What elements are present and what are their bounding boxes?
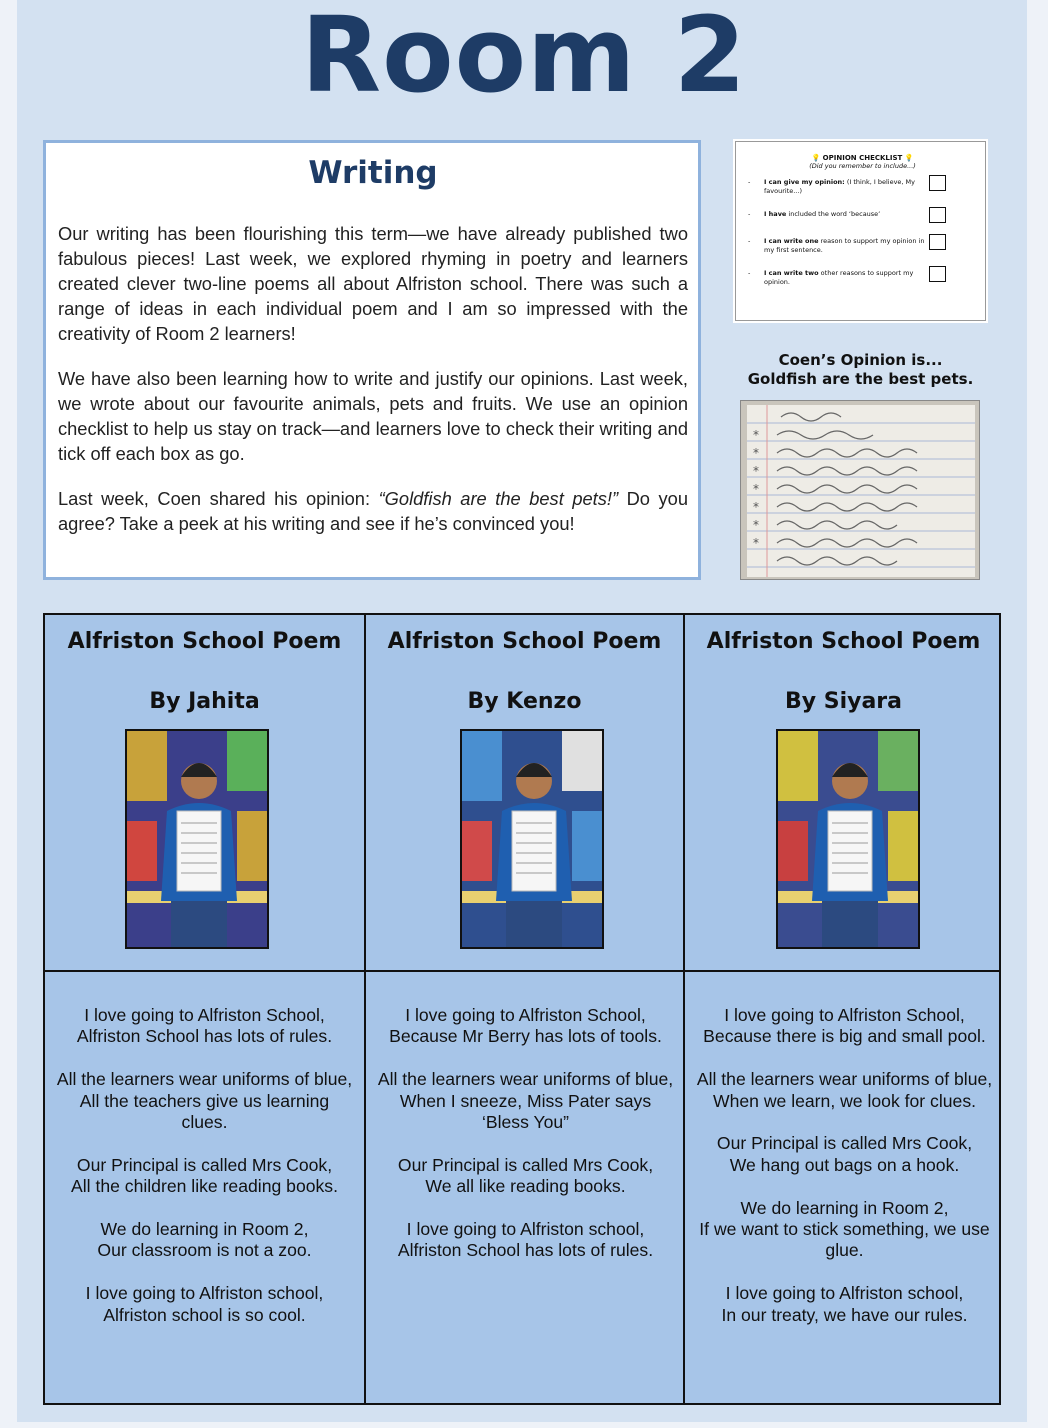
checklist-dash: - [748, 237, 751, 245]
checklist-subtitle: (Did you remember to include...) [809, 162, 916, 170]
checklist-title: 💡 OPINION CHECKLIST 💡 [811, 154, 914, 162]
checklist-item [748, 269, 977, 287]
coen-caption [735, 351, 986, 389]
checklist-item-text [764, 210, 929, 219]
svg-text:*: * [753, 536, 759, 550]
poem-text [55, 1005, 354, 1347]
poem-stanza: I love going to Alfriston school, Alfriston school is so cool. [85, 1283, 324, 1325]
coen-quote: “Goldfish are the best pets!” [378, 488, 619, 509]
svg-text:*: * [753, 500, 759, 514]
writing-paragraph-2: We have also been learning how to write and justify our opinions. Last week, we wrote about our favourite animals, pets and fruits. We use an opinion checklist to help us stay on track—and learners love to check their writing and tick off each box as go. [58, 368, 688, 464]
svg-text:*: * [753, 446, 759, 460]
checklist-item [748, 210, 977, 223]
svg-text:*: * [753, 482, 759, 496]
poem-stanza: I love going to Alfriston School, Because there is big and small pool. [703, 1005, 986, 1047]
coen-caption-line2: Goldfish are the best pets. [747, 370, 974, 388]
checklist-item-bold: I can write one [764, 237, 819, 245]
poem-column [45, 615, 364, 1403]
poem-text [695, 1005, 994, 1347]
poem-author: By Siyara [784, 689, 903, 714]
checklist-checkbox [929, 175, 946, 191]
coen-caption-line1: Coen’s Opinion is... [778, 351, 943, 369]
writing-paragraph-3 [58, 486, 688, 536]
poem-stanza: Our Principal is called Mrs Cook, All the children like reading books. [71, 1154, 338, 1197]
coen-writing-photo [740, 400, 980, 580]
poem-text [376, 1005, 675, 1283]
checklist-dash: - [748, 178, 751, 186]
checklist-item [748, 237, 977, 255]
handwriting-photo-illustration [741, 401, 980, 580]
checklist-item-rest: included the word ‘because’ [786, 210, 881, 218]
svg-text:*: * [753, 518, 759, 532]
poem-stanza: All the learners wear uniforms of blue, All the teachers give us learning clues. [56, 1069, 353, 1133]
poem-stanza: Our Principal is called Mrs Cook, We hang out bags on a hook. [716, 1133, 973, 1175]
checklist-item [748, 178, 977, 196]
poem-stanza: I love going to Alfriston School, Alfriston School has lots of rules. [76, 1005, 333, 1047]
checklist-checkbox [929, 266, 946, 282]
checklist-dash: - [748, 210, 751, 218]
p3-end: Do you agree? Take a peek at his writing and see if he’s convinced you! [58, 488, 688, 534]
checklist-item-rest: other reasons to support my opinion. [764, 269, 914, 286]
checklist-item-bold: I can write two [764, 269, 819, 277]
poem-column [364, 615, 683, 1403]
writing-section [43, 140, 701, 580]
checklist-checkbox [929, 234, 946, 250]
student-photo [460, 729, 604, 949]
poem-stanza: We do learning in Room 2, If we want to stick something, we use glue. [699, 1197, 990, 1261]
poem-stanza: I love going to Alfriston School, Because Mr Berry has lots of tools. [389, 1005, 662, 1047]
poem-author: By Jahita [149, 689, 260, 714]
poem-stanza: I love going to Alfriston school, In our treaty, we have our rules. [721, 1283, 968, 1325]
opinion-checklist [735, 141, 986, 321]
writing-heading: Writing [308, 155, 438, 191]
poem-stanza: All the learners wear uniforms of blue, When we learn, we look for clues. [696, 1069, 993, 1111]
page-title: Room 2 [301, 0, 747, 116]
poem-column [683, 615, 1002, 1403]
student-photo [125, 729, 269, 949]
checklist-item-text [764, 237, 929, 255]
student-photo [776, 729, 920, 949]
checklist-item-bold: I can give my opinion: [764, 178, 845, 186]
checklist-item-rest: (I think, I believe, My favourite...) [764, 178, 916, 195]
student-photo-illustration [462, 731, 602, 947]
poem-stanza: Our Principal is called Mrs Cook, We all like reading books. [397, 1154, 654, 1197]
poem-table [43, 613, 1001, 1405]
checklist-item-text [764, 178, 929, 196]
poem-author: By Kenzo [467, 689, 582, 714]
poem-title: Alfriston School Poem [706, 629, 981, 654]
writing-paragraph-1: Our writing has been flourishing this term—we have already published two fabulous pieces! Last week, we explored rhyming in poetry and learners created clever two-line poems all about Alfriston school. There was such a range of ideas in each individual poem and I am so impressed with the creativity of Room 2 learners! [58, 223, 688, 344]
svg-text:*: * [753, 428, 759, 442]
poem-stanza: I love going to Alfriston school, Alfriston School has lots of rules. [397, 1219, 654, 1261]
svg-text:*: * [753, 464, 759, 478]
checklist-item-bold: I have [764, 210, 787, 218]
checklist-dash: - [748, 269, 751, 277]
student-photo-illustration [778, 731, 918, 947]
p3-start: Last week, Coen shared his opinion: [58, 488, 379, 509]
checklist-checkbox [929, 207, 946, 223]
checklist-item-text [764, 269, 929, 287]
poem-title: Alfriston School Poem [387, 629, 662, 654]
poem-stanza: All the learners wear uniforms of blue, When I sneeze, Miss Pater says ‘Bless You” [377, 1069, 674, 1133]
poem-stanza: We do learning in Room 2, Our classroom is not a zoo. [97, 1219, 312, 1261]
student-photo-illustration [127, 731, 267, 947]
checklist-item-rest: reason to support my opinion in my first sentence. [764, 237, 925, 254]
poem-title: Alfriston School Poem [67, 629, 342, 654]
